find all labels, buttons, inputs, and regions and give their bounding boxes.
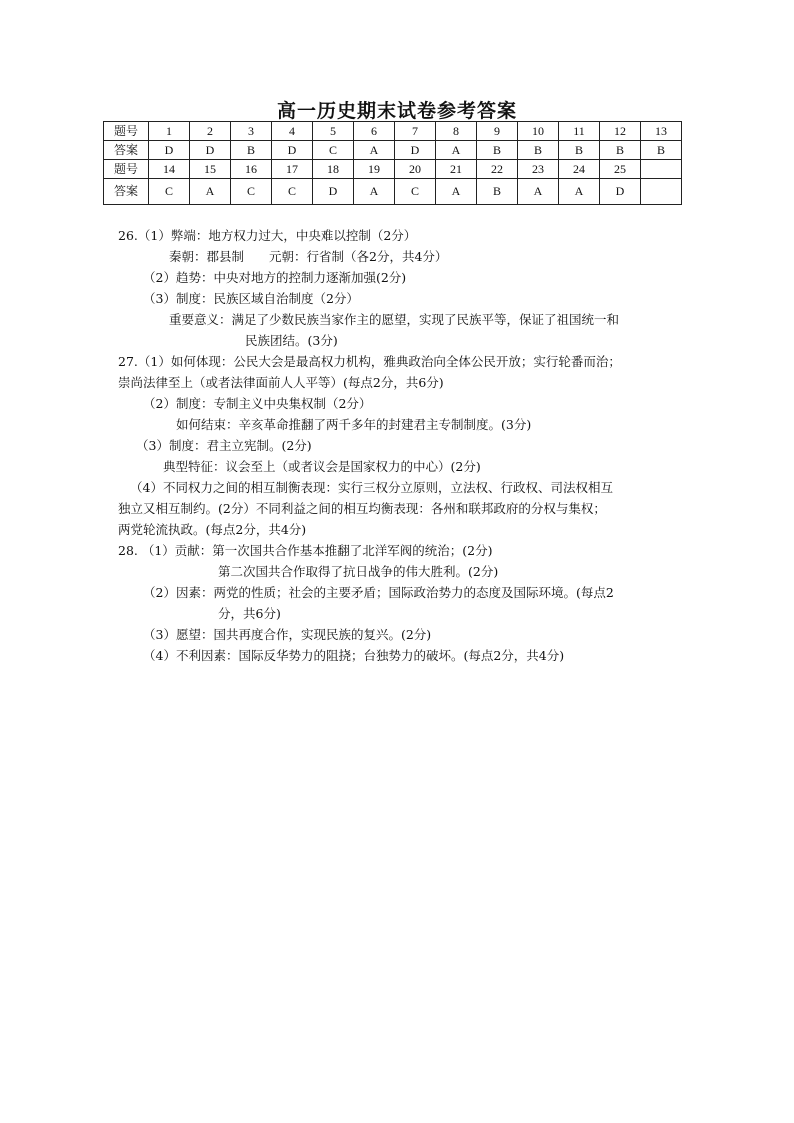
q28-line-3: （2）因素：两党的性质；社会的主要矛盾；国际政治势力的态度及国际环境。(每点2: [143, 585, 614, 600]
table-cell: 22: [477, 160, 518, 179]
table-cell: 5: [313, 122, 354, 141]
q27-line-4: 如何结束：辛亥革命推翻了两千多年的封建君主专制制度。(3分): [176, 417, 532, 432]
q26-line-2: 秦朝：郡县制 元朝：行省制（各2分，共4分）: [169, 249, 448, 264]
table-cell: 11: [559, 122, 600, 141]
q28-line-5: （3）愿望：国共再度合作，实现民族的复兴。(2分): [143, 627, 432, 642]
table-cell: 23: [518, 160, 559, 179]
table-cell: 25: [600, 160, 641, 179]
table-cell: 6: [354, 122, 395, 141]
table-cell: B: [518, 141, 559, 160]
row-header-cell: 题号: [104, 160, 149, 179]
table-cell: 16: [231, 160, 272, 179]
table-cell: 8: [436, 122, 477, 141]
table-cell: 12: [600, 122, 641, 141]
table-cell: A: [354, 141, 395, 160]
table-cell: D: [190, 141, 231, 160]
table-cell: B: [477, 141, 518, 160]
table-cell: 10: [518, 122, 559, 141]
q28-line-2: 第二次国共合作取得了抗日战争的伟大胜利。(2分): [218, 564, 499, 579]
table-cell: 24: [559, 160, 600, 179]
q27-line-8: 独立又相互制约。(2分）不同利益之间的相互均衡表现：各州和联邦政府的分权与集权；: [118, 501, 606, 516]
table-cell: 4: [272, 122, 313, 141]
table-cell: 2: [190, 122, 231, 141]
table-cell: B: [231, 141, 272, 160]
q27-line-5: （3）制度：君主立宪制。(2分): [136, 438, 312, 453]
table-cell: 3: [231, 122, 272, 141]
table-cell: 21: [436, 160, 477, 179]
q26-line-4: （3）制度：民族区域自治制度（2分）: [143, 291, 359, 306]
table-cell: A: [518, 179, 559, 205]
table-cell: B: [477, 179, 518, 205]
q27-line-7: （4）不同权力之间的相互制衡表现：实行三权分立原则，立法权、行政权、司法权相互: [130, 480, 613, 495]
page-title: 高一历史期末试卷参考答案: [276, 100, 517, 122]
q27-line-9: 两党轮流执政。(每点2分，共4分): [118, 522, 307, 537]
table-cell: 17: [272, 160, 313, 179]
table-cell: 18: [313, 160, 354, 179]
table-cell: C: [231, 179, 272, 205]
table-cell: B: [600, 141, 641, 160]
q26-line-1: 26.（1）弊端：地方权力过大，中央难以控制（2分）: [118, 228, 417, 243]
table-cell: 13: [641, 122, 682, 141]
table-cell: 14: [149, 160, 190, 179]
table-cell: A: [190, 179, 231, 205]
row-header-cell: 答案: [104, 179, 149, 205]
table-cell: D: [149, 141, 190, 160]
table-cell: C: [313, 141, 354, 160]
table-cell: 20: [395, 160, 436, 179]
table-cell: C: [395, 179, 436, 205]
q27-line-1: 27.（1）如何体现：公民大会是最高权力机构，雅典政治向全体公民开放；实行轮番而治；: [118, 354, 621, 369]
row-header-cell: 题号: [104, 122, 149, 141]
table-cell: A: [559, 179, 600, 205]
table-cell: 7: [395, 122, 436, 141]
table-cell: D: [313, 179, 354, 205]
q26-line-3: （2）趋势：中央对地方的控制力逐渐加强(2分): [143, 270, 407, 285]
table-cell: 19: [354, 160, 395, 179]
table-cell: D: [395, 141, 436, 160]
table-cell: 1: [149, 122, 190, 141]
q27-line-6: 典型特征：议会至上（或者议会是国家权力的中心）(2分): [163, 459, 481, 474]
table-cell: A: [436, 141, 477, 160]
table-cell: D: [600, 179, 641, 205]
table-cell: A: [354, 179, 395, 205]
table-cell: C: [149, 179, 190, 205]
q28-line-4: 分，共6分): [218, 606, 281, 621]
row-header-cell: 答案: [104, 141, 149, 160]
q27-line-3: （2）制度：专制主义中央集权制（2分）: [143, 396, 372, 411]
table-cell: B: [559, 141, 600, 160]
table-cell: D: [272, 141, 313, 160]
table-cell: 9: [477, 122, 518, 141]
table-cell: A: [436, 179, 477, 205]
table-cell: 15: [190, 160, 231, 179]
q26-line-5: 重要意义：满足了少数民族当家作主的愿望，实现了民族平等，保证了祖国统一和: [169, 312, 620, 327]
table-cell: C: [272, 179, 313, 205]
q28-line-6: （4）不利因素：国际反华势力的阻挠；台独势力的破坏。(每点2分，共4分): [143, 648, 565, 663]
q27-line-2: 崇尚法律至上（或者法律面前人人平等）(每点2分，共6分): [118, 375, 444, 390]
q26-line-6: 民族团结。(3分): [245, 333, 338, 348]
q28-line-1: 28. （1）贡献：第一次国共合作基本推翻了北洋军阀的统治；(2分): [118, 543, 493, 558]
table-cell: B: [641, 141, 682, 160]
